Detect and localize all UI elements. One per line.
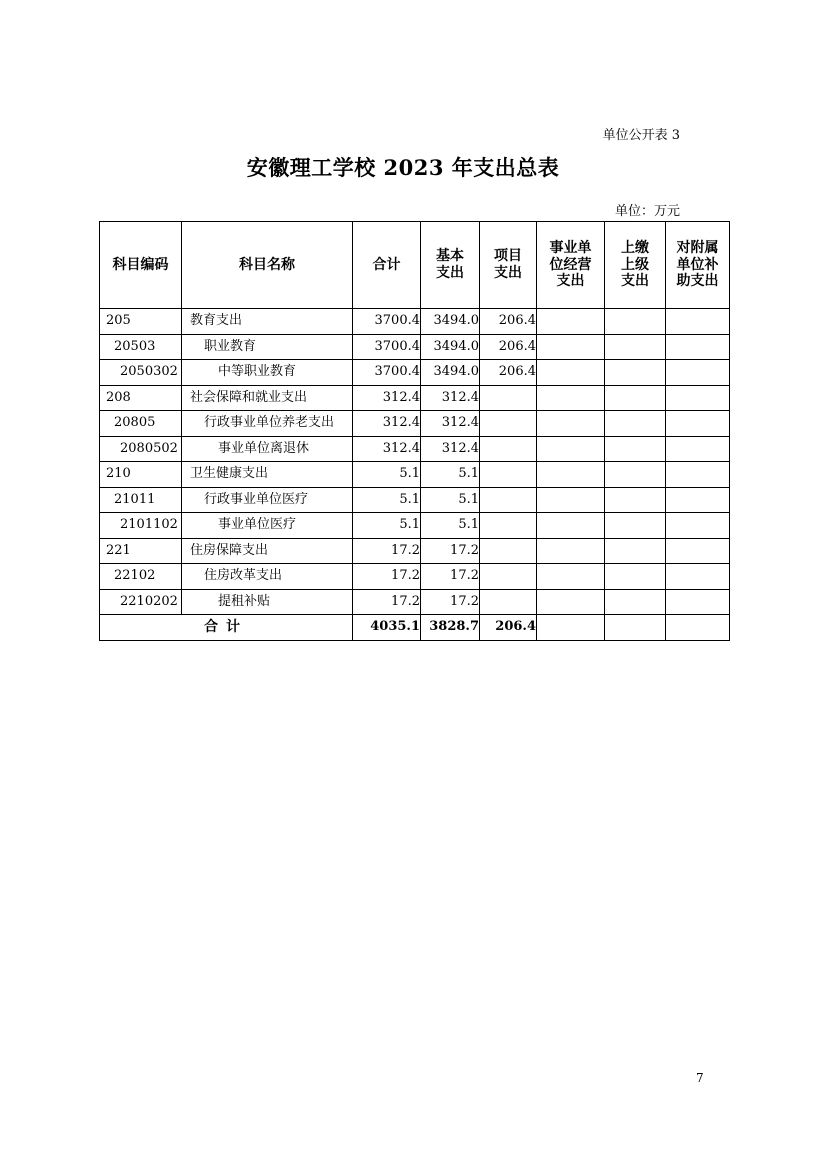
cell-project [480, 589, 537, 615]
cell-project [480, 385, 537, 411]
cell-upper [605, 513, 666, 539]
cell-subsidy [666, 462, 730, 488]
cell-subsidy [666, 360, 730, 386]
cell-project [480, 564, 537, 590]
cell-code: 2050302 [100, 360, 182, 386]
cell-code: 20805 [100, 411, 182, 437]
cell-basic: 312.4 [421, 436, 480, 462]
cell-code: 22102 [100, 564, 182, 590]
cell-subsidy [666, 385, 730, 411]
cell-basic: 17.2 [421, 538, 480, 564]
table-row [100, 309, 730, 335]
table-row [100, 487, 730, 513]
cell-upper [605, 334, 666, 360]
cell-code: 21011 [100, 487, 182, 513]
cell-upper [605, 309, 666, 335]
cell-total: 312.4 [353, 411, 421, 437]
cell-project: 206.4 [480, 360, 537, 386]
cell-project [480, 513, 537, 539]
cell-business [537, 385, 605, 411]
table-row [100, 385, 730, 411]
cell-name: 住房改革支出 [182, 564, 353, 590]
cell-project [480, 436, 537, 462]
cell-project [480, 487, 537, 513]
cell-business [537, 462, 605, 488]
total-subsidy [666, 615, 730, 641]
cell-total: 3700.4 [353, 360, 421, 386]
cell-basic: 5.1 [421, 462, 480, 488]
cell-subsidy [666, 564, 730, 590]
cell-code: 208 [100, 385, 182, 411]
cell-name: 提租补贴 [182, 589, 353, 615]
cell-name: 卫生健康支出 [182, 462, 353, 488]
cell-code: 2210202 [100, 589, 182, 615]
page-number: 7 [696, 1071, 704, 1085]
cell-subsidy [666, 436, 730, 462]
total-upper [605, 615, 666, 641]
cell-total: 17.2 [353, 564, 421, 590]
cell-basic: 5.1 [421, 487, 480, 513]
cell-upper [605, 487, 666, 513]
cell-code: 20503 [100, 334, 182, 360]
cell-project: 206.4 [480, 309, 537, 335]
cell-name: 教育支出 [182, 309, 353, 335]
cell-upper [605, 385, 666, 411]
header-account-code: 科目编码 [100, 222, 182, 309]
cell-code: 2080502 [100, 436, 182, 462]
cell-basic: 3494.0 [421, 360, 480, 386]
cell-upper [605, 589, 666, 615]
cell-basic: 312.4 [421, 411, 480, 437]
cell-project [480, 538, 537, 564]
table-row [100, 564, 730, 590]
cell-code: 221 [100, 538, 182, 564]
cell-upper [605, 462, 666, 488]
cell-upper [605, 564, 666, 590]
table-row [100, 360, 730, 386]
cell-total: 3700.4 [353, 309, 421, 335]
cell-business [537, 538, 605, 564]
cell-name: 职业教育 [182, 334, 353, 360]
cell-total: 312.4 [353, 436, 421, 462]
header-upper-payment: 上缴 上级 支出 [605, 222, 666, 309]
cell-name: 社会保障和就业支出 [182, 385, 353, 411]
cell-subsidy [666, 589, 730, 615]
table-row [100, 334, 730, 360]
cell-subsidy [666, 309, 730, 335]
cell-basic: 17.2 [421, 564, 480, 590]
expense-summary-table [99, 221, 730, 641]
total-business [537, 615, 605, 641]
cell-project: 206.4 [480, 334, 537, 360]
cell-upper [605, 436, 666, 462]
cell-code: 2101102 [100, 513, 182, 539]
cell-business [537, 487, 605, 513]
cell-subsidy [666, 487, 730, 513]
cell-total: 5.1 [353, 513, 421, 539]
document-title: 安徽理工学校 2023 年支出总表 [246, 155, 560, 180]
form-number-label: 单位公开表 3 [602, 128, 680, 143]
header-account-name: 科目名称 [182, 222, 353, 309]
table-row [100, 436, 730, 462]
header-basic-expense: 基本 支出 [421, 222, 480, 309]
table-row [100, 462, 730, 488]
table-header-row [100, 222, 730, 309]
cell-upper [605, 411, 666, 437]
cell-total: 3700.4 [353, 334, 421, 360]
cell-business [537, 334, 605, 360]
cell-subsidy [666, 334, 730, 360]
header-project-expense: 项目 支出 [480, 222, 537, 309]
cell-total: 5.1 [353, 462, 421, 488]
cell-total: 17.2 [353, 589, 421, 615]
cell-business [537, 589, 605, 615]
cell-business [537, 513, 605, 539]
cell-name: 住房保障支出 [182, 538, 353, 564]
cell-subsidy [666, 513, 730, 539]
cell-total: 5.1 [353, 487, 421, 513]
table-row [100, 538, 730, 564]
table-row [100, 513, 730, 539]
cell-basic: 3494.0 [421, 309, 480, 335]
cell-name: 中等职业教育 [182, 360, 353, 386]
table-row [100, 411, 730, 437]
cell-subsidy [666, 538, 730, 564]
cell-business [537, 309, 605, 335]
cell-name: 事业单位离退休 [182, 436, 353, 462]
cell-project [480, 462, 537, 488]
cell-basic: 17.2 [421, 589, 480, 615]
header-subsidy-expense: 对附属 单位补 助支出 [666, 222, 730, 309]
total-row [100, 615, 730, 641]
cell-business [537, 411, 605, 437]
cell-name: 行政事业单位养老支出 [182, 411, 353, 437]
total-basic: 3828.7 [421, 615, 480, 641]
cell-upper [605, 538, 666, 564]
cell-upper [605, 360, 666, 386]
cell-name: 行政事业单位医疗 [182, 487, 353, 513]
cell-basic: 312.4 [421, 385, 480, 411]
cell-basic: 5.1 [421, 513, 480, 539]
total-sum: 4035.1 [353, 615, 421, 641]
cell-business [537, 436, 605, 462]
cell-total: 312.4 [353, 385, 421, 411]
cell-name: 事业单位医疗 [182, 513, 353, 539]
total-project: 206.4 [480, 615, 537, 641]
cell-business [537, 564, 605, 590]
unit-label: 单位：万元 [614, 204, 680, 219]
cell-subsidy [666, 411, 730, 437]
header-business-expense: 事业单 位经营 支出 [537, 222, 605, 309]
cell-project [480, 411, 537, 437]
cell-business [537, 360, 605, 386]
table-row [100, 589, 730, 615]
cell-code: 210 [100, 462, 182, 488]
cell-total: 17.2 [353, 538, 421, 564]
cell-basic: 3494.0 [421, 334, 480, 360]
total-label: 合计 [100, 615, 353, 641]
header-total: 合计 [353, 222, 421, 309]
cell-code: 205 [100, 309, 182, 335]
